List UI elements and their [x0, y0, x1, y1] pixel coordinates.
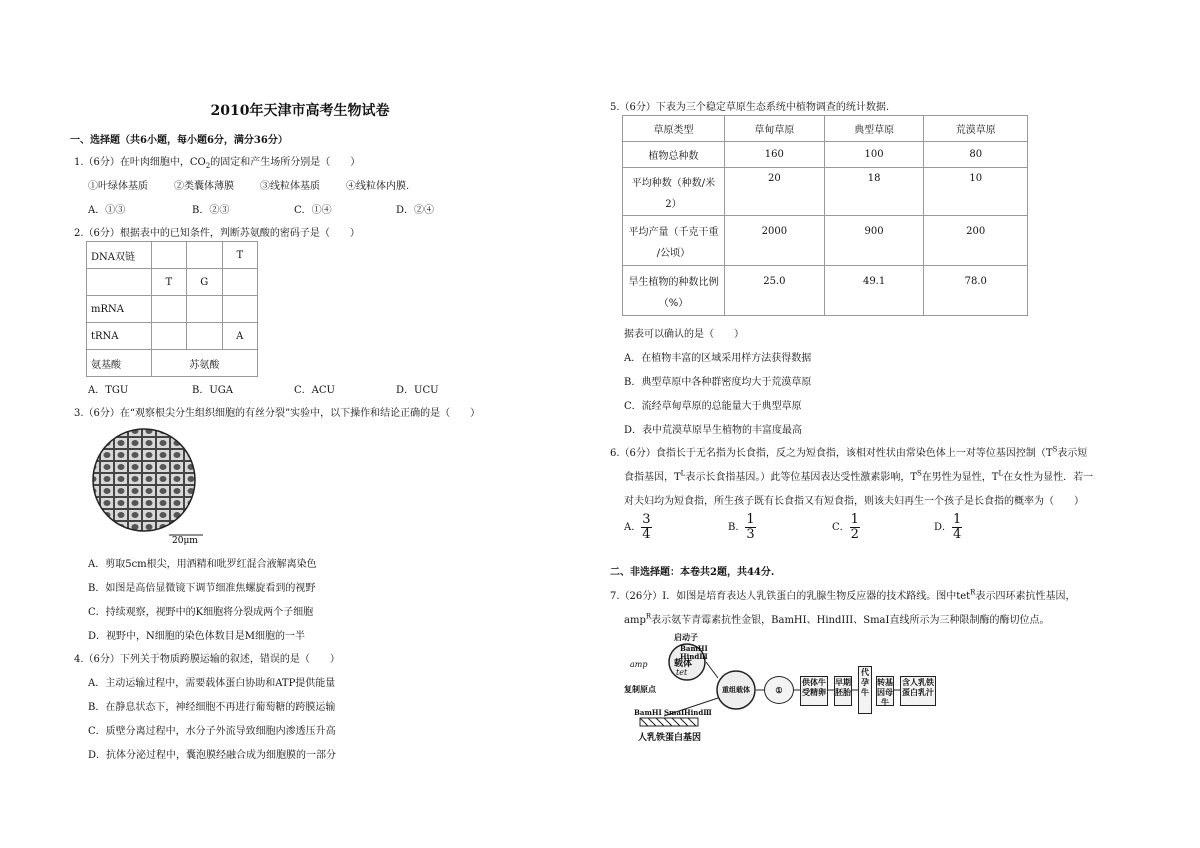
q5-cell: 78.0 — [924, 266, 1028, 316]
q4-option-b[interactable]: B．在静息状态下，神经细胞不再进行葡萄糖的跨膜运输 — [88, 702, 336, 713]
q7-line-1: 7.（26分）Ⅰ．如图是培育表达人乳铁蛋白的乳腺生物反应器的技术路线。图中tet$^R$表示四环素抗性基因， — [610, 588, 1076, 602]
q1-option-b[interactable]: B．②③ — [192, 205, 230, 216]
q2-cell-threonine: 苏氨酸 — [151, 350, 257, 377]
scale-bar-label: 20μm — [172, 536, 198, 545]
early-embryo-box: 早期胚胎 — [834, 676, 852, 706]
q5-cell: 49.1 — [824, 266, 924, 316]
q3-option-c[interactable]: C．持续观察，视野中的K细胞将分裂成两个子细胞 — [88, 607, 314, 618]
q5-cell: 160 — [724, 142, 824, 168]
q5-option-c[interactable]: C．流经草甸草原的总能量大于典型草原 — [624, 401, 802, 412]
human-lactoferrin-gene-label: 人乳铁蛋白基因 — [638, 733, 702, 743]
q1-stem: 1.（6分）在叶肉细胞中，$CO_2$的固定和产生场所分别是（ ） — [74, 157, 361, 170]
q5-grassland-table — [622, 115, 1028, 316]
tet-label: tet — [676, 668, 688, 677]
q2-stem: 2.（6分）根据表中的已知条件，判断苏氨酸的密码子是（ ） — [74, 228, 360, 239]
milk-product-box: 含人乳铁蛋白乳汁 — [900, 676, 936, 706]
q2-cell-g: G — [187, 269, 223, 296]
q6-option-c[interactable]: C． $\frac{1}{2}$ — [832, 512, 859, 542]
page-title: 2010年天津市高考生物试卷 — [210, 103, 390, 119]
q3-option-b[interactable]: B．如图是高倍显微镜下调节细准焦螺旋看到的视野 — [88, 583, 316, 594]
q5-cell: 80 — [924, 142, 1028, 168]
bamhi-label: BamHⅠ — [680, 644, 708, 653]
q1-item-1: ①叶绿体基质 — [88, 181, 148, 192]
q1-option-a[interactable]: A．①③ — [88, 205, 126, 216]
q2-codon-table — [86, 241, 258, 377]
hindiii-label: HindⅢ — [680, 652, 708, 661]
q6-line-1: 6.（6分）食指长于无名指为长食指，反之为短食指，该相对性状由常染色体上一对等位基因控制（$T^S$表示短 — [610, 445, 1088, 459]
recombinant-vector-label: 重组载体 — [722, 685, 750, 694]
q5-cell: 25.0 — [724, 266, 824, 316]
q1-option-d[interactable]: D．②④ — [396, 205, 435, 216]
q2-cell-a: A — [222, 323, 257, 350]
q2-cell-trna: tRNA — [87, 323, 152, 350]
transgenic-cow-box: 转基因母牛 — [877, 677, 893, 707]
q3-option-a[interactable]: A．剪取5cm根尖，用酒精和吡罗红混合液解离染色 — [88, 559, 317, 570]
q1-item-4: ④线粒体内膜. — [346, 181, 410, 192]
q5-option-b[interactable]: B．典型草原中各种群密度均大于荒漠草原 — [624, 377, 812, 388]
q5-cell: 900 — [824, 216, 924, 266]
q4-stem: 4.（6分）下列关于物质跨膜运输的叙述，错误的是（ ） — [74, 654, 340, 665]
promoter-label: 启动子 — [674, 632, 698, 642]
q6-option-b[interactable]: B． $\frac{1}{3}$ — [728, 512, 755, 542]
q5-cell: 2000 — [724, 216, 824, 266]
donor-egg-box: 供体牛受精卵 — [800, 676, 828, 706]
q2-option-d[interactable]: D．UCU — [396, 385, 439, 396]
section-1-heading: 一、选择题（共6小题，每小题6分，满分36分） — [70, 135, 288, 146]
q2-cell-dna: DNA双链 — [87, 242, 152, 269]
vector-label: 载体 — [674, 659, 693, 669]
q7-technical-route-diagram — [624, 632, 936, 756]
gene-site-bamhi: BamHⅠ — [634, 708, 662, 717]
step-1-circle: ① — [764, 676, 794, 704]
q5-cell: 10 — [924, 168, 1028, 216]
section-2-heading: 二、非选择题：本卷共2题，共44分. — [610, 567, 775, 578]
q5-header-typical: 典型草原 — [824, 116, 924, 142]
q5-row-label: 平均产量（千克干重 /公顷） — [623, 216, 725, 266]
q5-header-desert: 荒漠草原 — [924, 116, 1028, 142]
q5-stem: 5.（6分）下表为三个稳定草原生态系统中植物调查的统计数据. — [610, 102, 890, 113]
q6-line-2: 食指基因，$T^L$表示长食指基因。）此等位基因表达受性激素影响，$T^S$在男性为显性，$T^L$在女性为显性．若一 — [624, 469, 1094, 483]
q6-option-d[interactable]: D． $\frac{1}{4}$ — [934, 512, 962, 542]
q5-option-a[interactable]: A．在植物丰富的区域采用样方法获得数据 — [624, 353, 812, 364]
q4-option-c[interactable]: C．质壁分离过程中，水分子外流导致细胞内渗透压升高 — [88, 726, 336, 737]
amp-label: amp — [630, 660, 648, 669]
microscope-field-image — [86, 425, 210, 545]
q2-cell-mrna: mRNA — [87, 296, 152, 323]
q5-cell: 18 — [824, 168, 924, 216]
q5-cell: 100 — [824, 142, 924, 168]
q5-question: 据表可以确认的是（ ） — [624, 329, 744, 340]
q1-item-3: ③线粒体基质 — [260, 181, 320, 192]
q6-option-a[interactable]: A． $\frac{3}{4}$ — [624, 512, 651, 542]
q2-cell-t: T — [151, 269, 186, 296]
q1-option-c[interactable]: C．①④ — [294, 205, 332, 216]
q6-line-3: 对夫妇均为短食指，所生孩子既有长食指又有短食指，则该夫妇再生一个孩子是长食指的概率为（ ） — [624, 496, 1084, 507]
q5-row-label: 平均种数（种数/米 2） — [623, 168, 725, 216]
q5-row-label: 植物总种数 — [623, 142, 725, 168]
q2-cell-aminoacid: 氨基酸 — [87, 350, 152, 377]
q5-cell: 20 — [724, 168, 824, 216]
q5-header-meadow: 草甸草原 — [724, 116, 824, 142]
q2-option-a[interactable]: A．TGU — [88, 385, 129, 396]
q4-option-a[interactable]: A．主动运输过程中，需要载体蛋白协助和ATP提供能量 — [88, 678, 336, 689]
q3-option-d[interactable]: D．视野中，N细胞的染色体数目是M细胞的一半 — [88, 631, 306, 642]
ori-label: 复制原点 — [624, 684, 656, 694]
q5-option-d[interactable]: D．表中荒漠草原旱生植物的丰富度最高 — [624, 425, 803, 436]
gene-site-hindiii: HindⅢ — [684, 708, 712, 717]
q1-item-2: ②类囊体薄膜 — [174, 181, 234, 192]
q5-cell: 200 — [924, 216, 1028, 266]
q7-line-2: amp$^R$表示氨苄青霉素抗性金银，BamHI、HindIII、SmaI直线所示为三种限制酶的酶切位点。 — [624, 612, 1050, 626]
q2-option-c[interactable]: C．ACU — [294, 385, 335, 396]
q2-option-b[interactable]: B．UGA — [192, 385, 233, 396]
q3-stem: 3.（6分）在“观察根尖分生组织细胞的有丝分裂”实验中，以下操作和结论正确的是（ ） — [74, 408, 481, 419]
surrogate-cow-box: 代孕牛 — [858, 666, 872, 714]
q4-option-d[interactable]: D．抗体分泌过程中，囊泡膜经融合成为细胞膜的一部分 — [88, 750, 337, 761]
q5-row-label: 旱生植物的种数比例 （%） — [623, 266, 725, 316]
q2-cell-dna-3: T — [222, 242, 257, 269]
gene-site-smai: SmaⅠ — [664, 708, 685, 717]
q5-header-type: 草原类型 — [623, 116, 725, 142]
